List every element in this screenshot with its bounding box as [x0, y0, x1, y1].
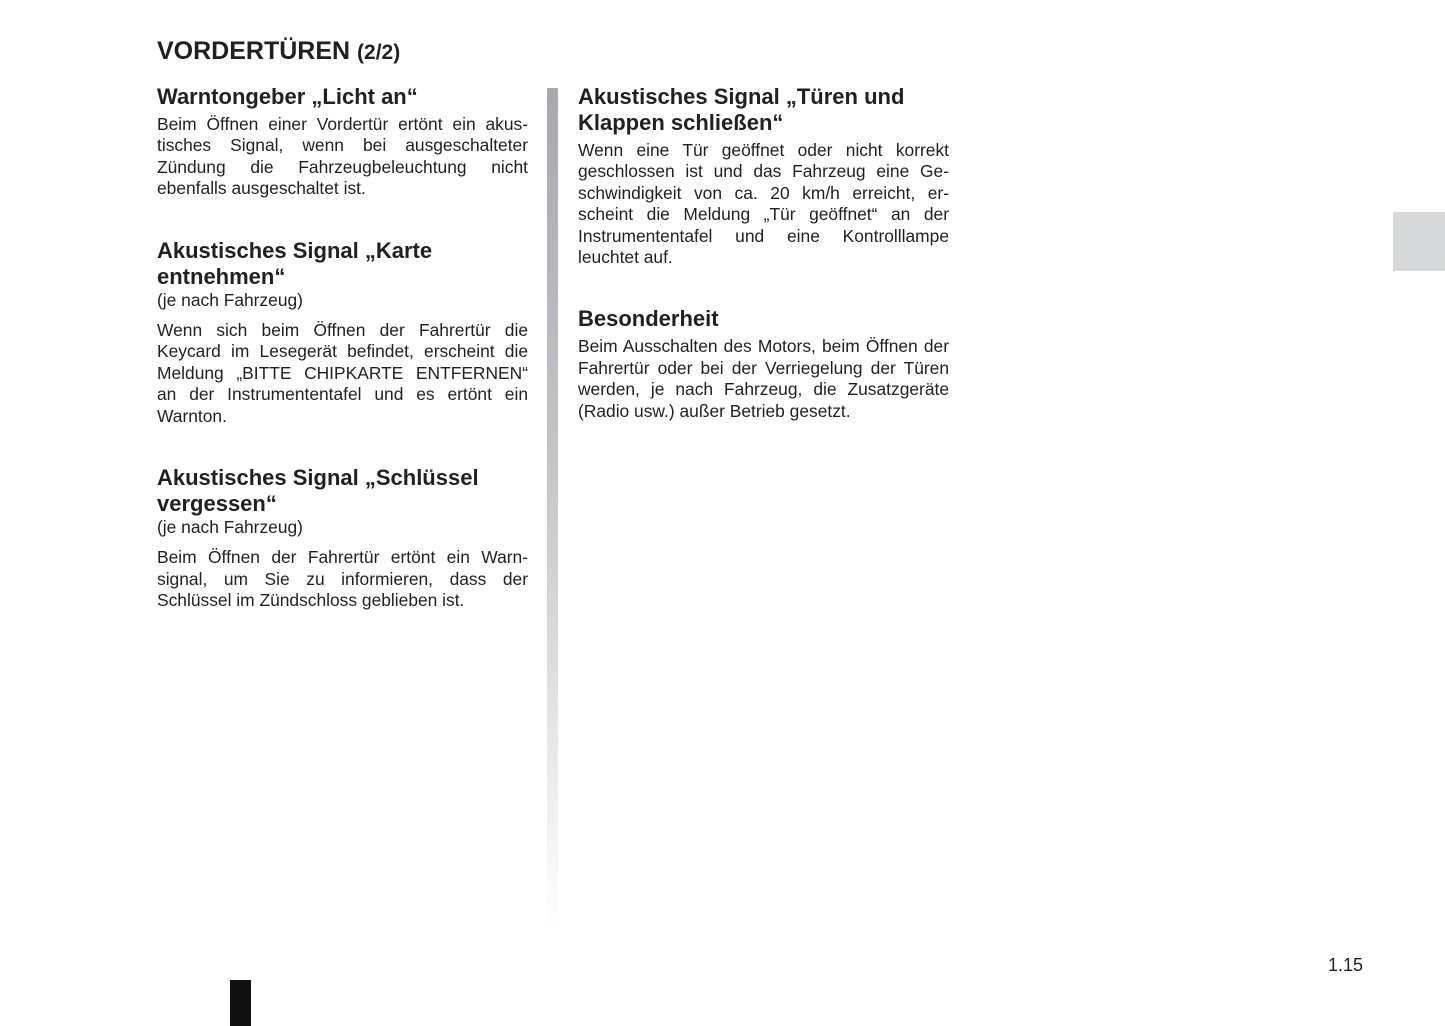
section-special-feature — [578, 306, 949, 422]
section-body: Wenn sich beim Öffnen der Fahrertür die Keycard im Lesegerät befindet, erscheint die Meldung „BITTE CHIPKARTE ENTFERNEN“ an der Instrumententafel und es ertönt ein Warnton. — [157, 320, 528, 426]
page-title-text: VORDERTÜREN — [157, 37, 351, 65]
section-heading: Akustisches Signal „Karte entnehmen“ — [157, 237, 433, 289]
chapter-tab-marker — [1393, 212, 1445, 271]
section-heading: Besonderheit — [578, 306, 719, 332]
section-light-warning — [157, 84, 528, 200]
section-body: Beim Öffnen der Fahrertür ertönt ein Warnsignal, um Sie zu informieren, dass der Schlüssel im Zündschloss geblieben ist. — [157, 547, 528, 611]
section-card-removal-signal — [157, 238, 528, 427]
right-column — [578, 84, 949, 422]
section-heading: Akustisches Signal „Schlüssel vergessen“ — [157, 465, 479, 517]
left-column — [157, 84, 528, 612]
page-number: 1.15 — [1328, 955, 1364, 975]
page-title — [157, 34, 400, 70]
column-divider — [547, 88, 558, 930]
section-key-forgotten-signal — [157, 465, 528, 612]
section-doors-close-signal — [578, 84, 949, 268]
section-note: (je nach Fahrzeug) — [157, 517, 303, 538]
section-note: (je nach Fahrzeug) — [157, 289, 303, 310]
section-body: Beim Öffnen einer Vordertür ertönt ein akustisches Signal, wenn bei ausgeschalteter Zündung die Fahrzeugbeleuchtung nicht ebenfalls ausgeschaltet ist. — [157, 114, 528, 199]
section-heading: Akustisches Signal „Türen und Klappen schließen“ — [578, 84, 905, 135]
section-heading: Warntongeber „Licht an“ — [157, 84, 418, 109]
section-body: Wenn eine Tür geöffnet oder nicht korrekt geschlossen ist und das Fahrzeug eine Geschwindigkeit von ca. 20 km/h erreicht, erscheint die Meldung „Tür geöffnet“ an der Instrumententafel und eine Kontrolllampe leuchtet auf. — [578, 140, 949, 268]
section-body: Beim Ausschalten des Motors, beim Öffnen der Fahrertür oder bei der Verriegelung der Türen werden, je nach Fahrzeug, die Zusatzgeräte (Radio usw.) außer Betrieb gesetzt. — [578, 336, 949, 421]
footer-marker-bar — [230, 980, 251, 1026]
page-title-part-indicator: (2/2) — [357, 41, 401, 64]
